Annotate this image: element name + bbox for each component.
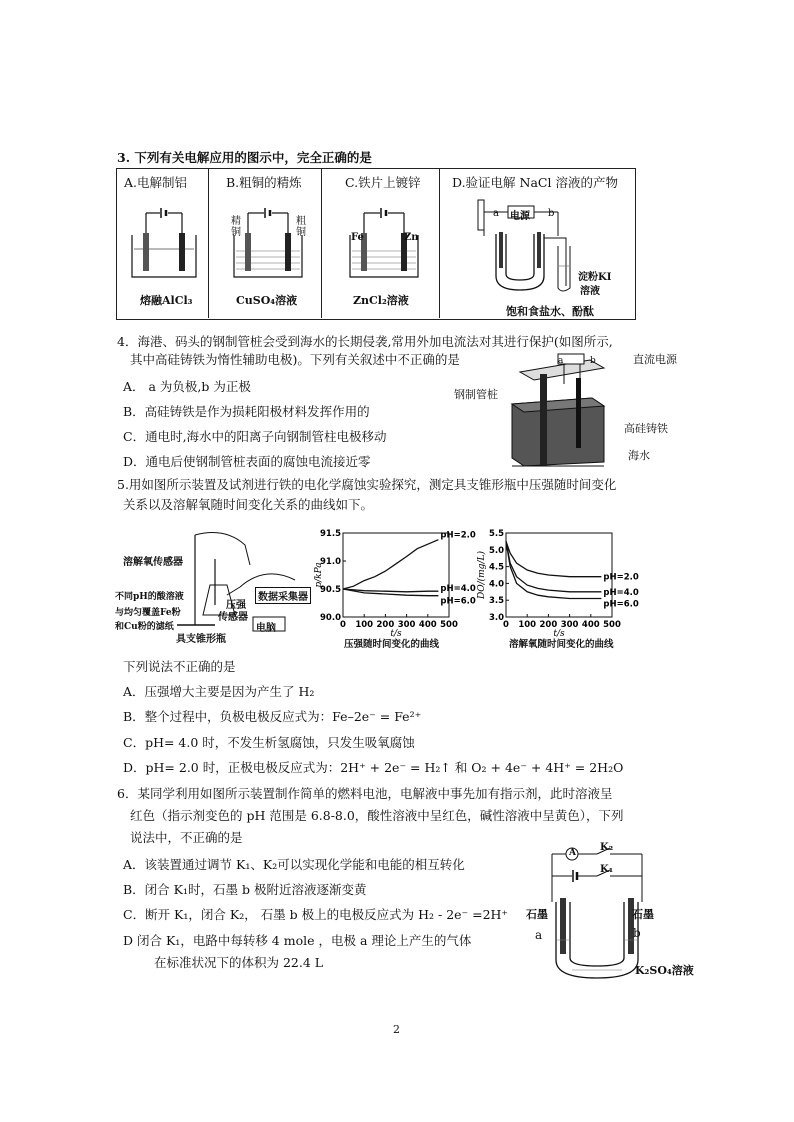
pressure-chart-ytick-label: 90.0: [320, 613, 341, 623]
q3-cell-a-title: A.电解制铝: [124, 175, 188, 190]
do-chart-ytick-label: 3.5: [488, 596, 504, 607]
do-chart-xtick-label: 300: [560, 620, 579, 630]
q3-cell-c-title: C.铁片上镀锌: [345, 175, 421, 190]
do-chart-xtick-label: 100: [518, 620, 537, 630]
pressure-chart-xtick-label: 0: [340, 620, 346, 630]
pressure-chart-xtick-label: 300: [397, 620, 416, 630]
q3-cell-d-title: D.验证电解 NaCl 溶液的产物: [452, 175, 618, 190]
do-chart-ytick-label: 4.5: [488, 562, 504, 573]
q3-cell-b-right-electrode: 粗铜: [296, 216, 306, 238]
pressure-chart-xtick-label: 100: [355, 620, 374, 630]
q3-cell-d-b: b: [548, 208, 555, 219]
q4-option-b: B．高硅铸铁是作为损耗阳极材料发挥作用的: [123, 404, 370, 419]
pressure-chart-ytick-label: 91.5: [320, 529, 341, 539]
q6-option-d-cont: 在标准状况下的体积为 22.4 L: [154, 955, 324, 970]
q6-fig-sol: K₂SO₄溶液: [635, 964, 694, 977]
do-chart-xtick-label: 0: [503, 620, 509, 630]
q3-cell-c-label: ZnCl₂溶液: [353, 294, 409, 307]
do-chart-series-line: [506, 541, 601, 591]
q4-option-d: D．通电后使钢制管桩表面的腐蚀电流接近零: [123, 454, 371, 469]
pressure-chart-ylabel: p/kPa: [314, 562, 324, 588]
q6-option-d: D 闭合 K₁，电路中每转移 4 mole ，电极 a 理论上产生的气体: [123, 933, 472, 948]
q5-sub: 下列说法不正确的是: [123, 659, 236, 674]
do-chart-ytick-label: 5.5: [488, 529, 504, 539]
q3-stem: 3. 下列有关电解应用的图示中，完全正确的是: [117, 150, 372, 165]
q3-cell-a-label: 熔融AlCl₃: [140, 294, 193, 307]
q5-app-sensor: 溶解氧传感器: [123, 557, 183, 568]
q6-fig-k2: K₂: [600, 842, 614, 853]
page-number: 2: [393, 1023, 400, 1036]
q6-fig-right: 石墨: [632, 908, 654, 921]
pressure-chart-xtick-label: 400: [418, 620, 437, 630]
do-chart-ytick-label: 5.0: [488, 545, 504, 556]
do-chart-series-line: [506, 541, 601, 576]
q3-cell-b-left-electrode: 精铜: [231, 216, 241, 238]
q4-stem-2: 其中高硅铸铁为惰性辅助电极)。下列有关叙述中不正确的是: [130, 352, 460, 367]
do-chart-series-label: pH=2.0: [603, 572, 639, 583]
q4-fig-iron: 高硅铸铁: [624, 422, 668, 435]
q3-cell-b-title: B.粗铜的精炼: [226, 175, 302, 190]
q5-app-paper3: 和Cu粉的滤纸: [115, 622, 174, 632]
q3-cell-c-right-electrode: Zn: [404, 232, 419, 243]
q5-app-pc: 电脑: [256, 623, 276, 634]
pressure-chart-title: 压强随时间变化的曲线: [344, 639, 440, 650]
do-chart-series-label: pH=4.0: [603, 587, 639, 598]
q5-option-b: B．整个过程中，负极电极反应式为：Fe–2e⁻ = Fe²⁺: [123, 709, 422, 724]
q6-option-a: A．该装置通过调节 K₁、K₂可以实现化学能和电能的相互转化: [123, 857, 465, 872]
pressure-chart-series-label: pH=2.0: [440, 530, 476, 541]
q3-cell-d-ki2: 溶液: [580, 286, 600, 297]
q6-fig-a: a: [535, 928, 543, 942]
do-chart-plot-frame: [506, 533, 612, 617]
q5-app-paper2: 与均匀覆盖Fe粉: [115, 608, 181, 618]
q6-stem-1: 6．某同学利用如图所示装置制作简单的燃料电池，电解液中事先加有指示剂，此时溶液呈: [117, 786, 613, 801]
q6-option-c: C．断开 K₁，闭合 K₂， 石墨 b 极上的电极反应式为 H₂ - 2e⁻ =2H⁺: [123, 907, 509, 922]
q4-option-a: A． a 为负极,b 为正极: [123, 379, 251, 394]
q5-app-data: 数据采集器: [255, 587, 311, 604]
q5-stem-2: 关系以及溶解氧随时间变化关系的曲线如下。: [123, 497, 374, 512]
do-chart-ylabel: DO/(mg/L): [477, 551, 487, 599]
q3-cell-d-ki: 淀粉KI: [578, 272, 612, 283]
pressure-chart-ytick-label: 90.5: [320, 585, 341, 595]
q5-option-c: C．pH= 4.0 时，不发生析氢腐蚀，只发生吸氧腐蚀: [123, 735, 415, 750]
q6-fig-left: 石墨: [526, 908, 548, 921]
pressure-chart-xlabel: t/s: [390, 629, 402, 639]
q3-cell-d-a: a: [493, 208, 499, 219]
q5-app-flask: 具支锥形瓶: [176, 634, 226, 645]
q4-stem-1: 4．海港、码头的钢制管桩会受到海水的长期侵袭,常用外加电流法对其进行保护(如图所示,: [117, 334, 613, 349]
q5-stem-1: 5.用如图所示装置及试剂进行铁的电化学腐蚀实验探究，测定具支锥形瓶中压强随时间变化: [117, 477, 617, 492]
q4-fig-b: b: [590, 356, 596, 366]
pressure-chart-xtick-label: 200: [376, 620, 395, 630]
pressure-chart-xtick-label: 500: [440, 620, 458, 630]
q3-cell-d-power: 电源: [510, 211, 530, 222]
q3-cell-d-label: 饱和食盐水、酚酞: [506, 305, 594, 318]
do-chart-title: 溶解氧随时间变化的曲线: [509, 639, 614, 650]
q4-option-c: C．通电时,海水中的阳离子向钢制管柱电极移动: [123, 429, 387, 444]
q4-fig-a: a: [558, 356, 564, 366]
do-chart-xlabel: t/s: [553, 629, 565, 639]
q3-cell-b-label: CuSO₄溶液: [236, 294, 298, 307]
q6-fig-k1: K₁: [600, 864, 614, 875]
q4-fig-power: 直流电源: [633, 353, 677, 366]
q5-app-press1: 压强: [226, 600, 246, 611]
q5-option-d: D．pH= 2.0 时，正极电极反应式为：2H⁺ + 2e⁻ = H₂↑ 和 O₂ + 4e⁻ + 4H⁺ = 2H₂O: [123, 760, 624, 775]
pressure-chart-ytick-label: 91.0: [320, 557, 341, 567]
q4-fig-pile: 钢制管桩: [454, 388, 498, 401]
do-chart-xtick-label: 400: [581, 620, 600, 630]
q6-stem-3: 说法中，不正确的是: [130, 830, 243, 845]
q6-stem-2: 红色（指示剂变色的 pH 范围是 6.8-8.0，酸性溶液中呈红色，碱性溶液中呈黄色），下列: [130, 808, 624, 823]
do-chart-ytick-label: 3.0: [488, 613, 504, 623]
q4-fig-sea: 海水: [628, 449, 650, 462]
do-chart-ytick-label: 4.0: [488, 579, 504, 590]
do-chart-series-label: pH=6.0: [603, 599, 639, 610]
q5-app-press2: 传感器: [218, 612, 248, 623]
do-chart-xtick-label: 200: [539, 620, 558, 630]
q5-app-paper1: 不同pH的酸溶液: [115, 592, 184, 602]
do-chart-xtick-label: 500: [603, 620, 621, 630]
q6-fig-b: b: [633, 926, 641, 940]
q3-cell-c-left-electrode: Fe: [351, 232, 364, 243]
q6-fig-meter: A: [569, 848, 576, 858]
q6-option-b: B．闭合 K₁时，石墨 b 极附近溶液逐渐变黄: [123, 882, 367, 897]
q5-option-a: A．压强增大主要是因为产生了 H₂: [123, 684, 315, 699]
pressure-chart-series-label: pH=4.0: [440, 584, 476, 595]
pressure-chart-series-label: pH=6.0: [440, 596, 476, 607]
